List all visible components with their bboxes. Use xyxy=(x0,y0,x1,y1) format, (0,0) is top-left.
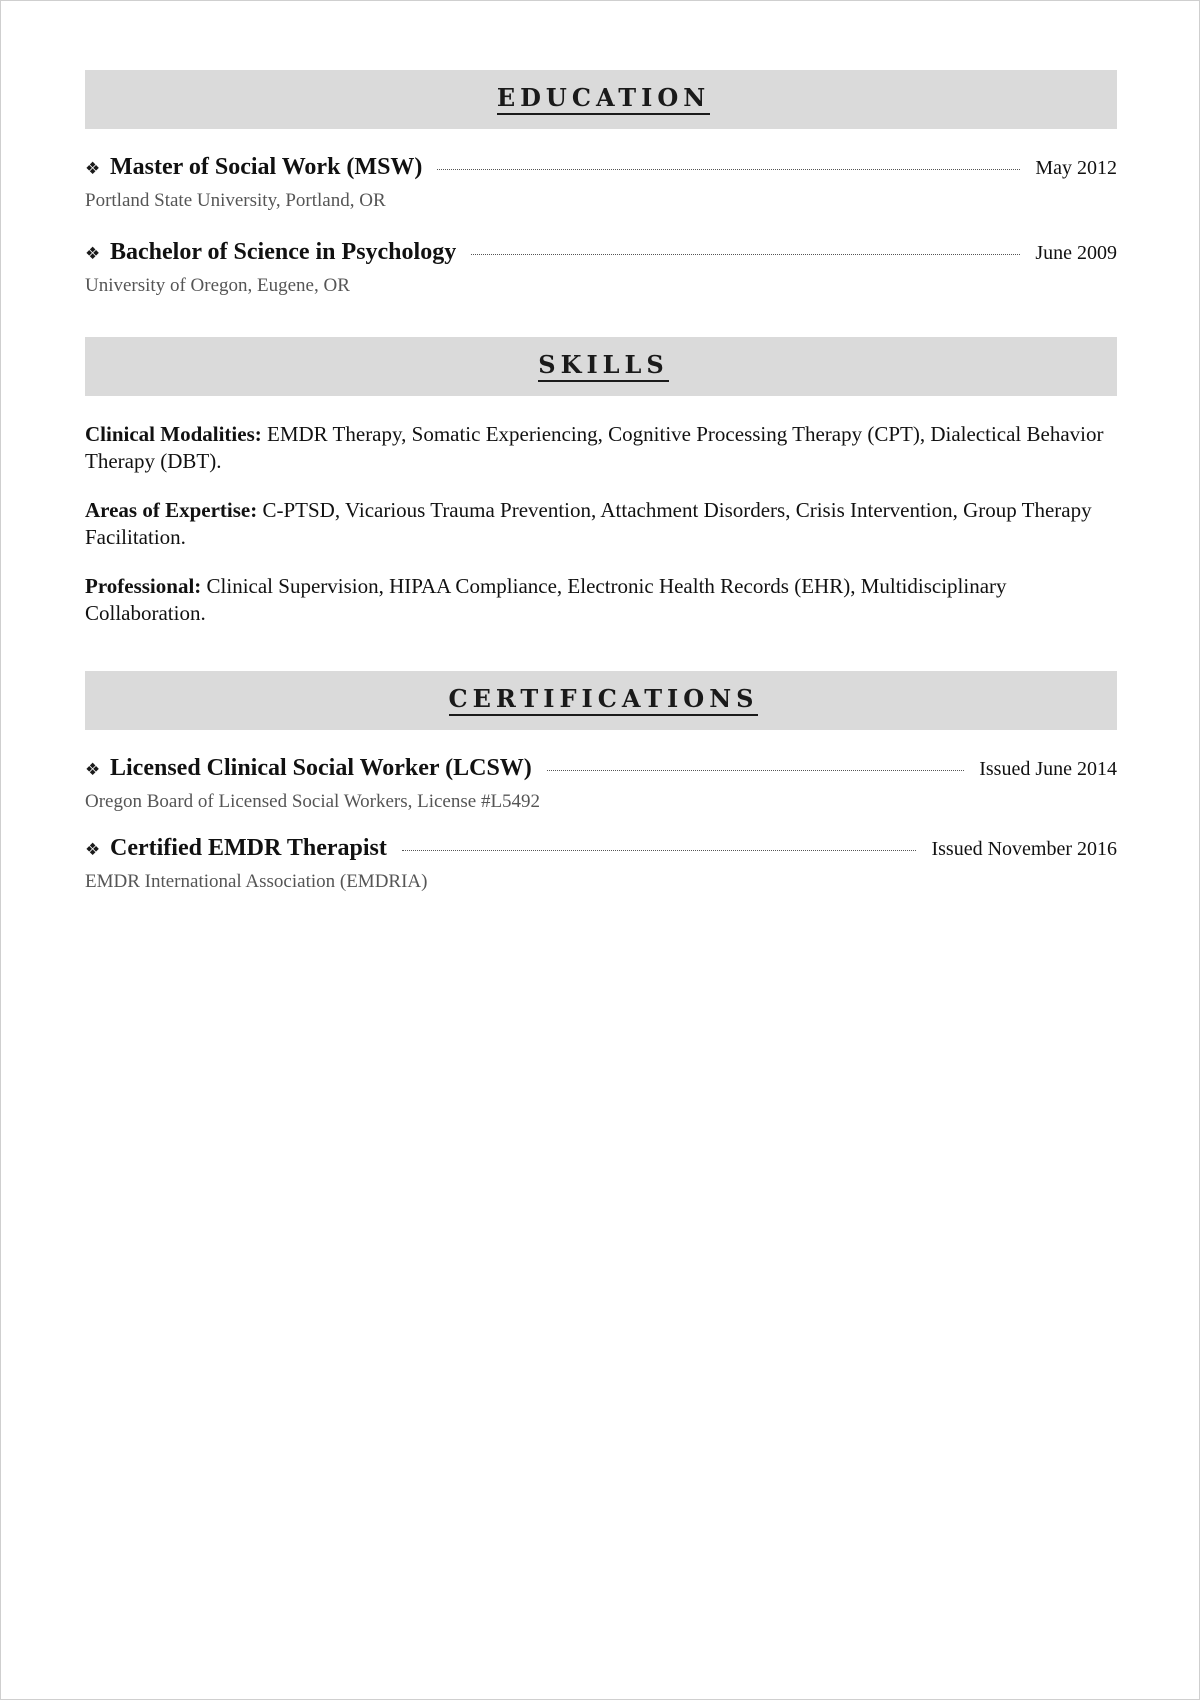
school-name: University of Oregon, Eugene, OR xyxy=(85,275,350,296)
degree-title: Bachelor of Science in Psychology xyxy=(110,239,457,265)
entry-header xyxy=(85,835,1117,869)
diamond-bullet-icon: ❖ xyxy=(85,760,101,780)
certifications-section-header xyxy=(85,671,1117,730)
skills-section-title: SKILLS xyxy=(538,351,669,382)
certification-date: Issued June 2014 xyxy=(979,758,1117,780)
dotted-leader xyxy=(402,850,917,851)
dotted-leader xyxy=(437,169,1020,170)
skill-label: Professional: xyxy=(85,574,202,598)
certification-issuer: Oregon Board of Licensed Social Workers, License #L5492 xyxy=(85,791,541,812)
dotted-leader xyxy=(471,254,1020,255)
skills-section-header xyxy=(85,337,1117,396)
education-entry xyxy=(85,154,1117,214)
education-section-title: EDUCATION xyxy=(497,84,710,115)
skill-line xyxy=(85,497,1117,551)
certifications-section-title: CERTIFICATIONS xyxy=(449,685,759,716)
skill-text: EMDR Therapy, Somatic Experiencing, Cognitive Processing Therapy (CPT), Dialectical Behavior Therapy (DBT). xyxy=(85,422,1104,473)
resume-content xyxy=(85,70,1117,895)
certification-entry xyxy=(85,835,1117,895)
diamond-bullet-icon: ❖ xyxy=(85,840,101,860)
dotted-leader xyxy=(547,770,964,771)
certification-issuer: EMDR International Association (EMDRIA) xyxy=(85,871,428,892)
education-section-header xyxy=(85,70,1117,129)
diamond-bullet-icon: ❖ xyxy=(85,244,101,264)
degree-title: Master of Social Work (MSW) xyxy=(110,154,423,180)
skill-label: Clinical Modalities: xyxy=(85,422,262,446)
diamond-bullet-icon: ❖ xyxy=(85,159,101,179)
entry-header xyxy=(85,239,1117,273)
skill-label: Areas of Expertise: xyxy=(85,498,258,522)
entry-header xyxy=(85,154,1117,188)
skill-text: C-PTSD, Vicarious Trauma Prevention, Attachment Disorders, Crisis Intervention, Group Therapy Facilitation. xyxy=(85,498,1092,549)
certification-entry xyxy=(85,755,1117,815)
entry-header xyxy=(85,755,1117,789)
education-entry xyxy=(85,239,1117,299)
skill-line xyxy=(85,421,1117,475)
degree-date: May 2012 xyxy=(1035,157,1117,179)
skill-text: Clinical Supervision, HIPAA Compliance, Electronic Health Records (EHR), Multidisciplinary Collaboration. xyxy=(85,574,1007,625)
certification-title: Certified EMDR Therapist xyxy=(110,835,387,861)
certification-title: Licensed Clinical Social Worker (LCSW) xyxy=(110,755,532,781)
skill-line xyxy=(85,573,1117,627)
degree-date: June 2009 xyxy=(1035,242,1117,264)
school-name: Portland State University, Portland, OR xyxy=(85,190,386,211)
certification-date: Issued November 2016 xyxy=(931,838,1117,860)
